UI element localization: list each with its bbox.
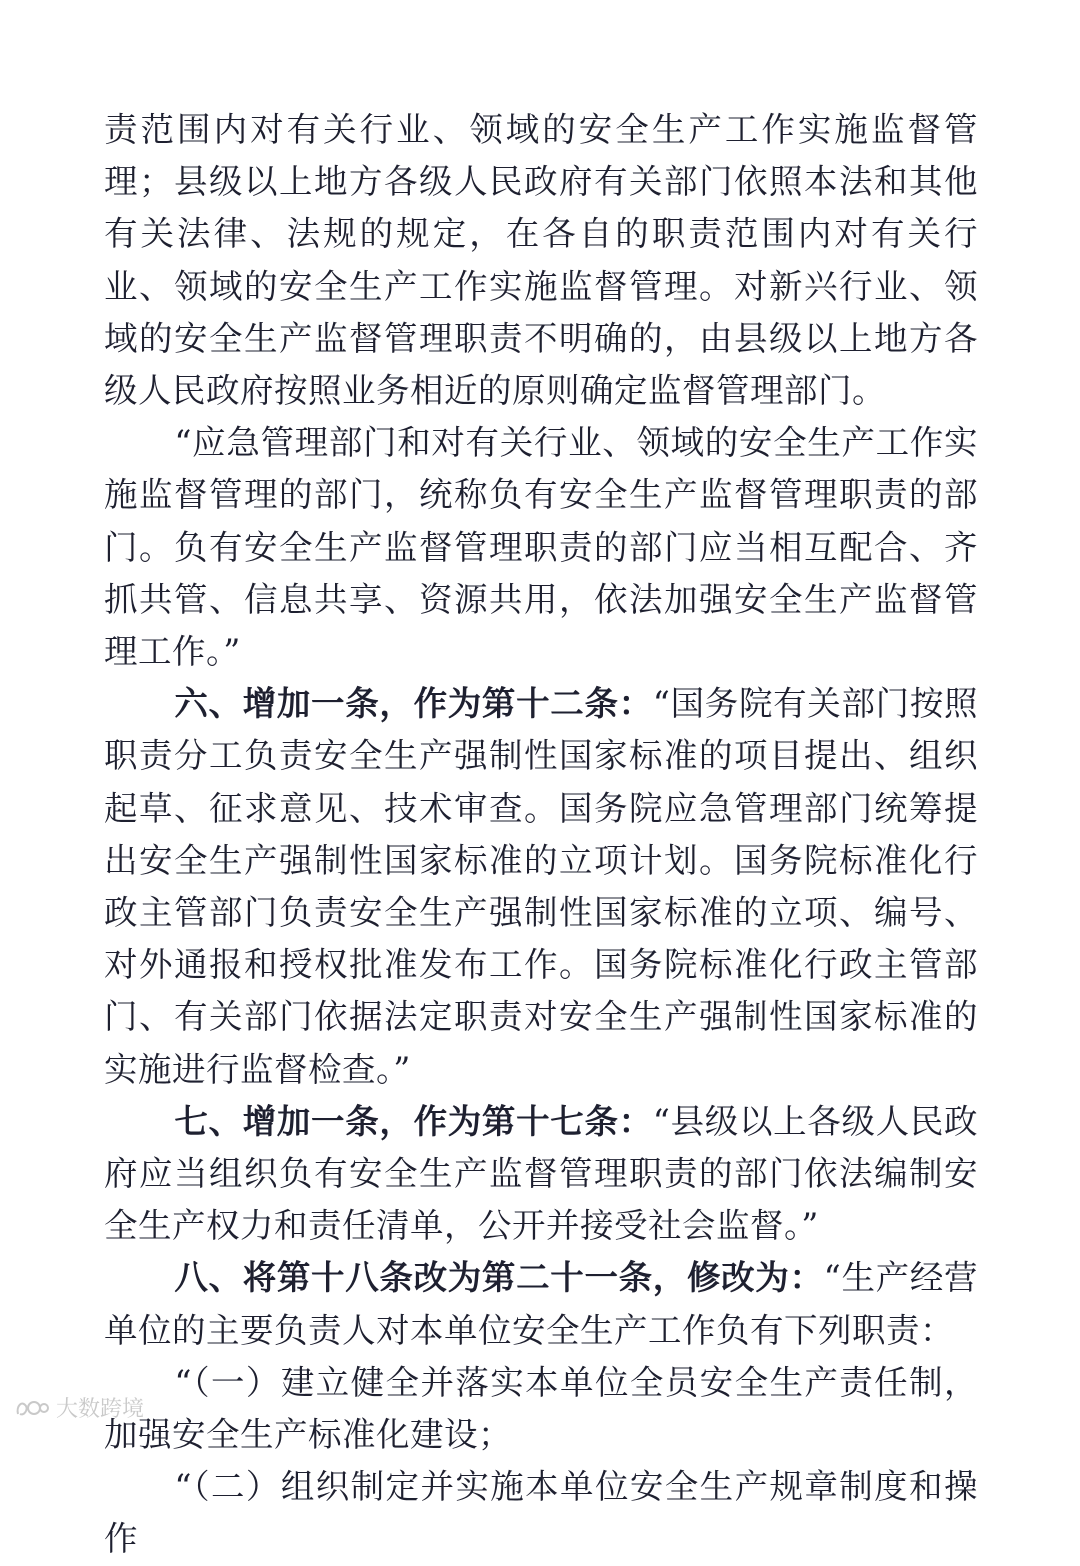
paragraph-7-text: “（二）组织制定并实施本单位安全生产规章制度和操作 — [104, 1467, 978, 1559]
watermark-text: 大数跨境 — [56, 1397, 145, 1422]
paragraph-5-heading: 八、将第十八条改为第二十一条，修改为： — [174, 1258, 824, 1298]
brand-logo-icon — [14, 1396, 50, 1420]
paragraph-2-text: “应急管理部门和对有关行业、领域的安全生产工作实施监督管理的部门，统称负有安全生产监督管理职责的部门。负有安全生产监督管理职责的部门应当相互配合、齐抓共管、信息共享、资源共用，依法加强安全生产监督管理工作。” — [104, 423, 978, 672]
paragraph-3-text: “国务院有关部门按照职责分工负责安全生产强制性国家标准的项目提出、组织起草、征求意见、技术审查。国务院应急管理部门统筹提出安全生产强制性国家标准的立项计划。国务院标准化行政主管部门负责安全生产强制性国家标准的立项、编号、对外通报和授权批准发布工作。国务院标准化行政主管部门、有关部门依据法定职责对安全生产强制性国家标准的实施进行监督检查。” — [104, 684, 978, 1089]
document-page — [104, 104, 978, 1566]
paragraph-5 — [104, 1252, 978, 1356]
paragraph-3 — [104, 678, 978, 1096]
paragraph-3-heading: 六、增加一条，作为第十二条： — [174, 684, 653, 724]
paragraph-4-heading: 七、增加一条，作为第十七条： — [174, 1101, 653, 1141]
paragraph-5-text: “生产经营单位的主要负责人对本单位安全生产工作负有下列职责： — [104, 1258, 978, 1350]
paragraph-6 — [104, 1357, 978, 1461]
paragraph-4-text: “县级以上各级人民政府应当组织负有安全生产监督管理职责的部门依法编制安全生产权力和责任清单，公开并接受社会监督。” — [104, 1101, 978, 1246]
paragraph-1 — [104, 104, 978, 417]
paragraph-4 — [104, 1096, 978, 1253]
paragraph-2 — [104, 417, 978, 678]
paragraph-7 — [104, 1461, 978, 1565]
paragraph-1-text: 责范围内对有关行业、领域的安全生产工作实施监督管理；县级以上地方各级人民政府有关部门依照本法和其他有关法律、法规的规定，在各自的职责范围内对有关行业、领域的安全生产工作实施监督管理。对新兴行业、领域的安全生产监督管理职责不明确的，由县级以上地方各级人民政府按照业务相近的原则确定监督管理部门。 — [104, 110, 978, 411]
watermark — [14, 1392, 144, 1423]
paragraph-6-text: “（一）建立健全并落实本单位全员安全生产责任制，加强安全生产标准化建设； — [104, 1362, 978, 1455]
